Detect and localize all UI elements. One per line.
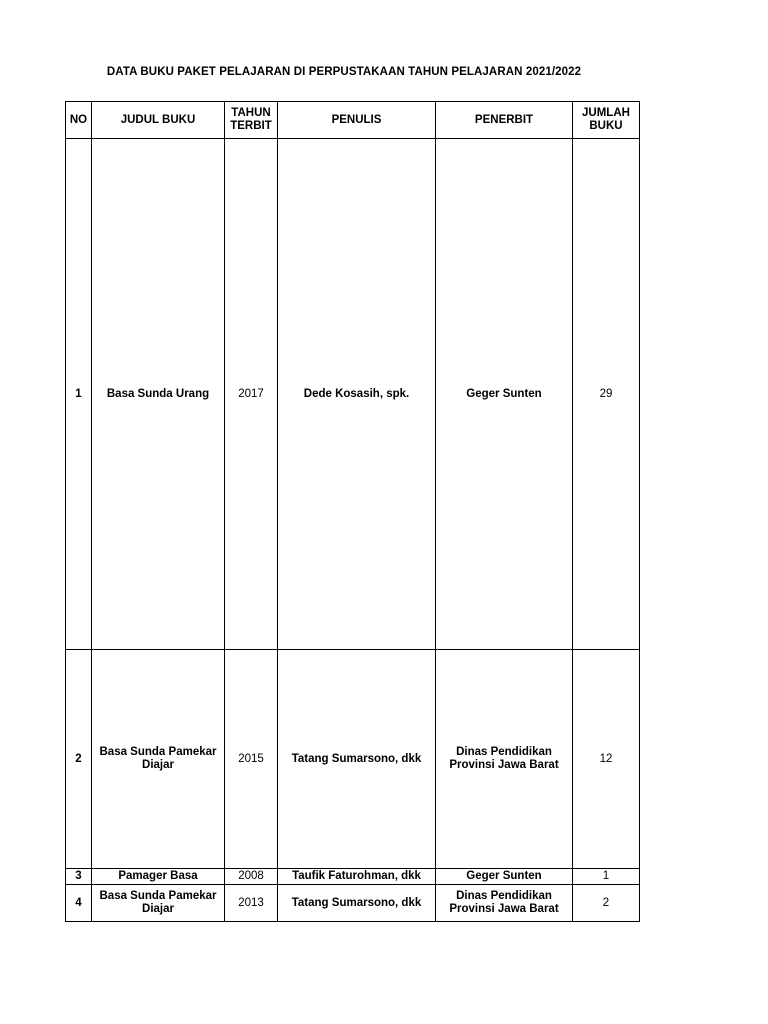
book-table <box>65 101 640 922</box>
table-row <box>66 869 640 885</box>
header-tahun-terbit: TAHUN TERBIT <box>225 102 278 139</box>
cell-penulis: Tatang Sumarsono, dkk <box>278 650 436 869</box>
document-title: DATA BUKU PAKET PELAJARAN DI PERPUSTAKAAN TAHUN PELAJARAN 2021/2022 <box>106 66 582 78</box>
cell-jumlah-buku: 1 <box>573 869 640 885</box>
cell-penerbit: Geger Sunten <box>436 139 573 650</box>
header-judul-buku: JUDUL BUKU <box>92 102 225 139</box>
cell-penulis: Taufik Faturohman, dkk <box>278 869 436 885</box>
cell-jumlah-buku: 12 <box>573 650 640 869</box>
cell-penerbit: Dinas Pendidikan Provinsi Jawa Barat <box>436 650 573 869</box>
cell-judul-buku: Basa Sunda Pamekar Diajar <box>92 885 225 922</box>
table-row <box>66 885 640 922</box>
cell-no: 3 <box>66 869 92 885</box>
cell-judul-buku: Basa Sunda Pamekar Diajar <box>92 650 225 869</box>
cell-judul-buku: Basa Sunda Urang <box>92 139 225 650</box>
cell-tahun-terbit: 2017 <box>225 139 278 650</box>
table-row <box>66 650 640 869</box>
cell-penulis: Tatang Sumarsono, dkk <box>278 885 436 922</box>
cell-no: 2 <box>66 650 92 869</box>
cell-penulis: Dede Kosasih, spk. <box>278 139 436 650</box>
cell-jumlah-buku: 29 <box>573 139 640 650</box>
header-no: NO <box>66 102 92 139</box>
table-row <box>66 139 640 650</box>
header-jumlah-buku: JUMLAH BUKU <box>573 102 640 139</box>
cell-no: 4 <box>66 885 92 922</box>
header-penerbit: PENERBIT <box>436 102 573 139</box>
cell-tahun-terbit: 2008 <box>225 869 278 885</box>
cell-judul-buku: Pamager Basa <box>92 869 225 885</box>
cell-tahun-terbit: 2015 <box>225 650 278 869</box>
table-header-row <box>66 102 640 139</box>
cell-tahun-terbit: 2013 <box>225 885 278 922</box>
cell-jumlah-buku: 2 <box>573 885 640 922</box>
cell-penerbit: Dinas Pendidikan Provinsi Jawa Barat <box>436 885 573 922</box>
header-penulis: PENULIS <box>278 102 436 139</box>
cell-no: 1 <box>66 139 92 650</box>
cell-penerbit: Geger Sunten <box>436 869 573 885</box>
